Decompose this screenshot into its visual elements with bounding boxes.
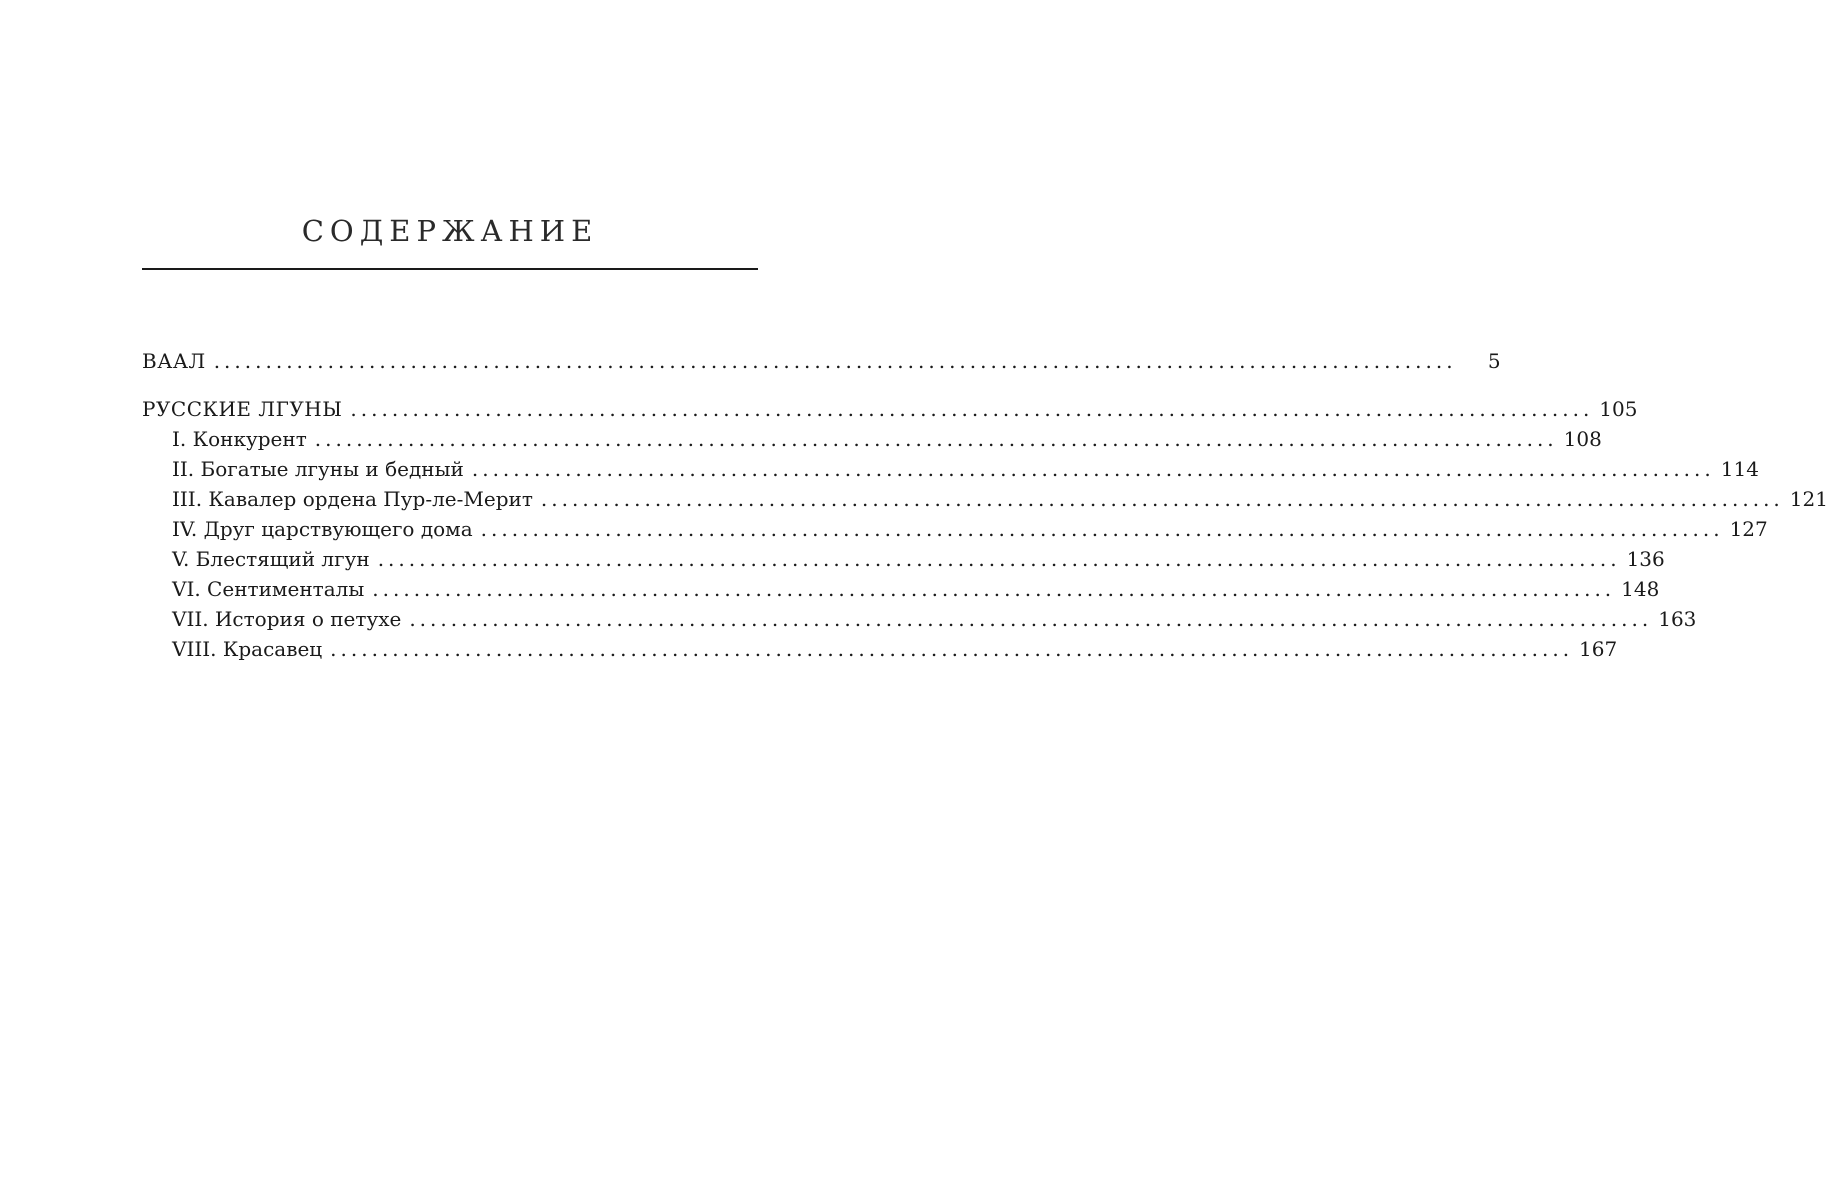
dot-leader: ........................................................................................................................ xyxy=(213,349,1457,373)
dot-leader: ........................................................................................................................ xyxy=(480,517,1724,541)
toc-subentry[interactable] xyxy=(142,454,1759,484)
toc-subentry[interactable] xyxy=(142,514,1768,544)
toc-subentry[interactable] xyxy=(142,634,1618,664)
toc-entry-title: VI. Сентиментaлы xyxy=(172,577,365,601)
toc-entry-title: II. Богатые лгуны и бедный xyxy=(172,457,464,481)
toc-subentry[interactable] xyxy=(142,424,1602,454)
toc-subentry[interactable] xyxy=(142,544,1665,574)
toc-entry-title: I. Конкурент xyxy=(172,427,307,451)
toc-entry-title: РУССКИЕ ЛГУНЫ xyxy=(142,397,343,421)
page-title: СОДЕРЖАНИЕ xyxy=(301,214,599,248)
toc-page-number: 127 xyxy=(1729,517,1768,541)
dot-leader: ........................................................................................................................ xyxy=(540,487,1784,511)
toc-subentry[interactable] xyxy=(142,604,1697,634)
toc-entry-vaal[interactable] xyxy=(142,346,1501,376)
toc-page-number: 163 xyxy=(1658,607,1697,631)
toc-page-number: 5 xyxy=(1487,349,1501,373)
toc-page-number: 105 xyxy=(1599,397,1638,421)
toc-entry-title: VII. История о петухе xyxy=(172,607,402,631)
toc-entry-title: III. Кавалер ордена Пур-ле-Мерит xyxy=(172,487,533,511)
toc-entry-title: IV. Друг царствующего дома xyxy=(172,517,473,541)
toc-subentry[interactable] xyxy=(142,574,1660,604)
dot-leader: ........................................................................................................................ xyxy=(372,577,1616,601)
toc-subentry[interactable] xyxy=(142,484,1828,514)
dot-leader: ........................................................................................................................ xyxy=(314,427,1558,451)
toc-entry-russkie-lguny[interactable] xyxy=(142,394,1638,424)
dot-leader: ........................................................................................................................ xyxy=(377,547,1621,571)
toc-entry-title: VIII. Красавец xyxy=(172,637,323,661)
dot-leader: ........................................................................................................................ xyxy=(350,397,1594,421)
toc-page-number: 114 xyxy=(1720,457,1759,481)
toc-page-number: 121 xyxy=(1789,487,1828,511)
table-of-contents xyxy=(142,346,1828,664)
dot-leader: ........................................................................................................................ xyxy=(409,607,1653,631)
dot-leader: ........................................................................................................................ xyxy=(330,637,1574,661)
toc-page-number: 136 xyxy=(1626,547,1665,571)
toc-entry-title: V. Блестящий лгун xyxy=(172,547,370,571)
toc-entry-title: ВААЛ xyxy=(142,349,206,373)
toc-page-number: 108 xyxy=(1563,427,1602,451)
title-divider xyxy=(142,268,758,270)
dot-leader: ........................................................................................................................ xyxy=(471,457,1715,481)
toc-page-number: 167 xyxy=(1579,637,1618,661)
toc-page-number: 148 xyxy=(1621,577,1660,601)
